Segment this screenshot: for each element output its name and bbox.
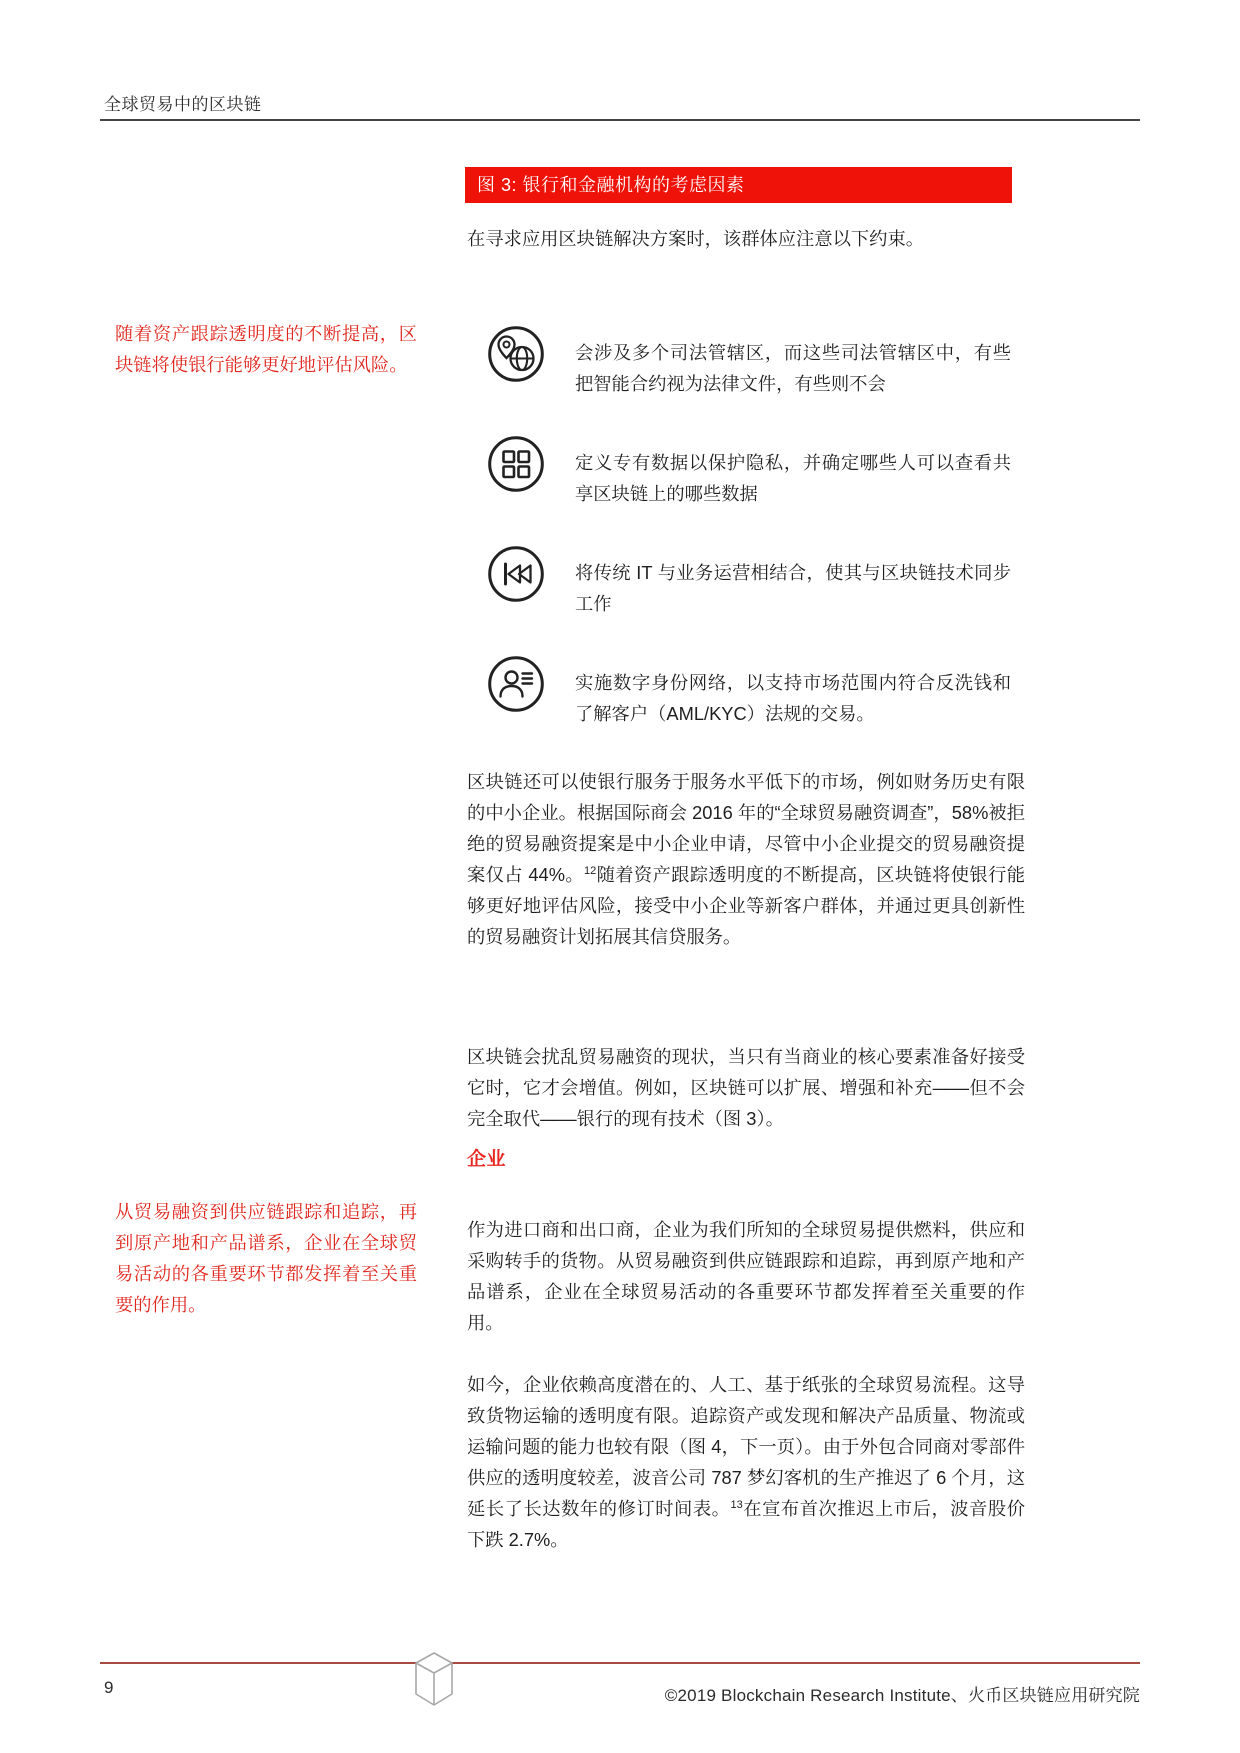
header-divider [100, 119, 1140, 121]
paragraph-text: 随着资产跟踪透明度的不断提高，区块链将使银行能够更好地评估风险，接受中小企业等新客户群体，并通过更具创新性的贸易融资计划拓展其信贷服务。 [467, 864, 1026, 948]
consideration-text: 定义专有数据以保护隐私，并确定哪些人可以查看共享区块链上的哪些数据 [575, 452, 1011, 504]
rewind-icon [487, 545, 545, 603]
consideration-text: 实施数字身份网络，以支持市场范围内符合反洗钱和了解客户（AML/KYC）法规的交易。 [575, 672, 1011, 724]
privacy-grid-icon [487, 435, 545, 493]
cube-logo-icon [412, 1650, 456, 1708]
list-item [487, 325, 1017, 399]
list-item [487, 655, 1017, 729]
list-item [487, 435, 1017, 509]
figure-intro-text: 在寻求应用区块链解决方案时，该群体应注意以下约束。 [467, 228, 925, 249]
considerations-list [487, 325, 1017, 765]
identity-person-icon [487, 655, 545, 713]
figure-banner: 图 3: 银行和金融机构的考虑因素 [465, 167, 1012, 203]
body-paragraph-disruption: 区块链会扰乱贸易融资的现状，当只有当商业的核心要素准备好接受它时，它才会增值。例如，区块链可以扩展、增强和补充——但不会完全取代——银行的现有技术（图 3）。 [467, 1046, 1025, 1130]
copyright-text: ©2019 Blockchain Research Institute、火币区块链应用研究院 [664, 1686, 1140, 1705]
running-header: 全球贸易中的区块链 [104, 95, 262, 114]
paragraph-text: 在宣布首次推迟上市后，波音股价下跌 2.7%。 [467, 1498, 1026, 1551]
paragraph-text: 如今，企业依赖高度潜在的、人工、基于纸张的全球贸易流程。这导致货物运输的透明度有限。追踪资产或发现和解决产品质量、物流或运输问题的能力也较有限（图 4，下一页）。由于外包合同商对零部件供应的透明度较差，波音公司 787 梦幻客机的生产推迟了 6 个月，这延长了长达数年的修订时间表。 [467, 1374, 1025, 1520]
consideration-text: 将传统 IT 与业务运营相结合，使其与区块链技术同步工作 [575, 562, 1011, 614]
section-heading-enterprise: 企业 [467, 1149, 507, 1170]
paragraph-text: 区块链还可以使银行服务于服务水平低下的市场，例如财务历史有限的中小企业。根据国际商会 2016 年的“全球贸易融资调查”，58%被拒绝的贸易融资提案是中小企业申请，尽管中小企业提交的贸易融资提案仅占 44%。 [467, 771, 1025, 886]
footnote-marker-13: 13 [730, 1499, 743, 1512]
globe-pin-icon [487, 325, 545, 383]
page-number: 9 [104, 1678, 114, 1697]
body-paragraph-paper-process [467, 1369, 1025, 1555]
footnote-marker-12: 12 [583, 865, 597, 878]
body-paragraph-banks [467, 766, 1025, 952]
footer-divider [100, 1662, 1140, 1664]
margin-note-risk: 随着资产跟踪透明度的不断提高，区块链将使银行能够更好地评估风险。 [115, 323, 417, 375]
margin-note-enterprise: 从贸易融资到供应链跟踪和追踪，再到原产地和产品谱系，企业在全球贸易活动的各重要环节都发挥着至关重要的作用。 [115, 1201, 417, 1315]
body-paragraph-enterprise: 作为进口商和出口商，企业为我们所知的全球贸易提供燃料，供应和采购转手的货物。从贸易融资到供应链跟踪和追踪，再到原产地和产品谱系，企业在全球贸易活动的各重要环节都发挥着至关重要的作用。 [467, 1219, 1025, 1334]
consideration-text: 会涉及多个司法管辖区，而这些司法管辖区中，有些把智能合约视为法律文件，有些则不会 [575, 342, 1011, 394]
list-item [487, 545, 1017, 619]
